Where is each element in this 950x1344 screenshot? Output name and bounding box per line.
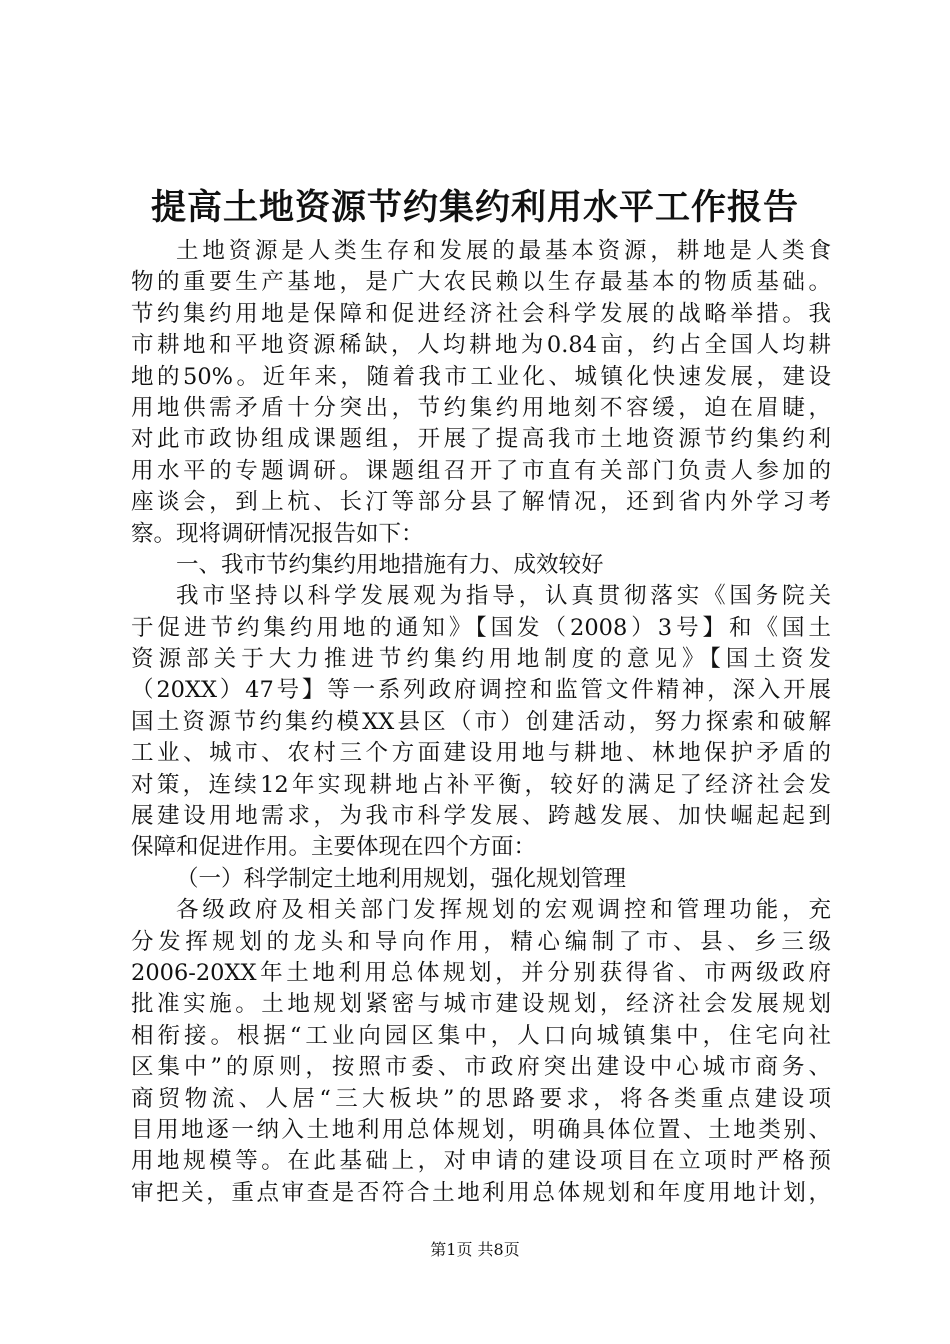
text-line: 用地供需矛盾十分突出，节约集约用地刻不容缓，迫在眉睫， — [131, 394, 831, 421]
text-line: 地的50%。近年来，随着我市工业化、城镇化快速发展，建设 — [131, 363, 831, 390]
text-line: 我市坚持以科学发展观为指导，认真贯彻落实《国务院关 — [176, 583, 831, 610]
text-line: 各级政府及相关部门发挥规划的宏观调控和管理功能，充 — [176, 897, 831, 924]
paragraph — [131, 581, 831, 864]
text-line: 审把关，重点审查是否符合土地利用总体规划和年度用地计划， — [131, 1179, 831, 1206]
text-line: 分发挥规划的龙头和导向作用，精心编制了市、县、乡三级 — [131, 928, 831, 955]
subsection-heading — [131, 864, 831, 895]
text-line: 市耕地和平地资源稀缺，人均耕地为0.84亩，约占全国人均耕 — [131, 332, 831, 359]
subsection-heading-text: （一）科学制定土地利用规划，强化规划管理 — [176, 865, 627, 892]
text-line: 用水平的专题调研。课题组召开了市直有关部门负责人参加的 — [131, 457, 831, 484]
page-title: 提高土地资源节约集约利用水平工作报告 — [150, 187, 799, 228]
page-number-footer: 第1页 共8页 — [430, 1240, 520, 1259]
text-line: 资源部关于大力推进节约集约用地制度的意见》【国土资发 — [131, 646, 831, 673]
text-line: 保障和促进作用。主要体现在四个方面： — [131, 834, 537, 861]
text-line: 于促进节约集约用地的通知》【国发（2008）3号】和《国土 — [131, 614, 831, 641]
text-line: 对此市政协组成课题组，开展了提高我市土地资源节约集约利 — [131, 426, 831, 453]
paragraph — [131, 895, 831, 1209]
text-line: （20XX）47号】等一系列政府调控和监管文件精神，深入开展 — [131, 677, 831, 704]
text-line: 工业、城市、农村三个方面建设用地与耕地、林地保护矛盾的 — [131, 740, 831, 767]
text-line: 对策，连续12年实现耕地占补平衡，较好的满足了经济社会发 — [131, 771, 831, 798]
text-line: 区集中”的原则，按照市委、市政府突出建设中心城市商务、 — [131, 1054, 831, 1081]
text-line: 节约集约用地是保障和促进经济社会科学发展的战略举措。我 — [131, 300, 831, 327]
text-line: 目用地逐一纳入土地利用总体规划，明确具体位置、土地类别、 — [131, 1116, 831, 1143]
text-line: 座谈会，到上杭、长汀等部分县了解情况，还到省内外学习考 — [131, 489, 831, 516]
text-line: 察。现将调研情况报告如下： — [131, 520, 424, 547]
section-heading — [131, 550, 831, 581]
text-line: 土地资源是人类生存和发展的最基本资源，耕地是人类食 — [176, 238, 831, 264]
text-line: 国土资源节约集约模XX县区（市）创建活动，努力探索和破解 — [131, 708, 831, 735]
section-heading-text: 一、我市节约集约用地措施有力、成效较好 — [176, 551, 604, 578]
text-line: 商贸物流、人居“三大板块”的思路要求，将各类重点建设项 — [131, 1085, 831, 1112]
text-line: 物的重要生产基地，是广大农民赖以生存最基本的物质基础。 — [131, 269, 831, 296]
text-line: 用地规模等。在此基础上，对申请的建设项目在立项时严格预 — [131, 1148, 831, 1175]
document-body — [131, 236, 831, 1209]
text-line: 2006-20XX年土地利用总体规划，并分别获得省、市两级政府 — [131, 959, 831, 986]
text-line: 相衔接。根据“工业向园区集中，人口向城镇集中，住宅向社 — [131, 1022, 831, 1049]
text-line: 展建设用地需求，为我市科学发展、跨越发展、加快崛起起到 — [131, 803, 831, 830]
text-line: 批准实施。土地规划紧密与城市建设规划，经济社会发展规划 — [131, 991, 831, 1018]
paragraph — [131, 236, 831, 550]
